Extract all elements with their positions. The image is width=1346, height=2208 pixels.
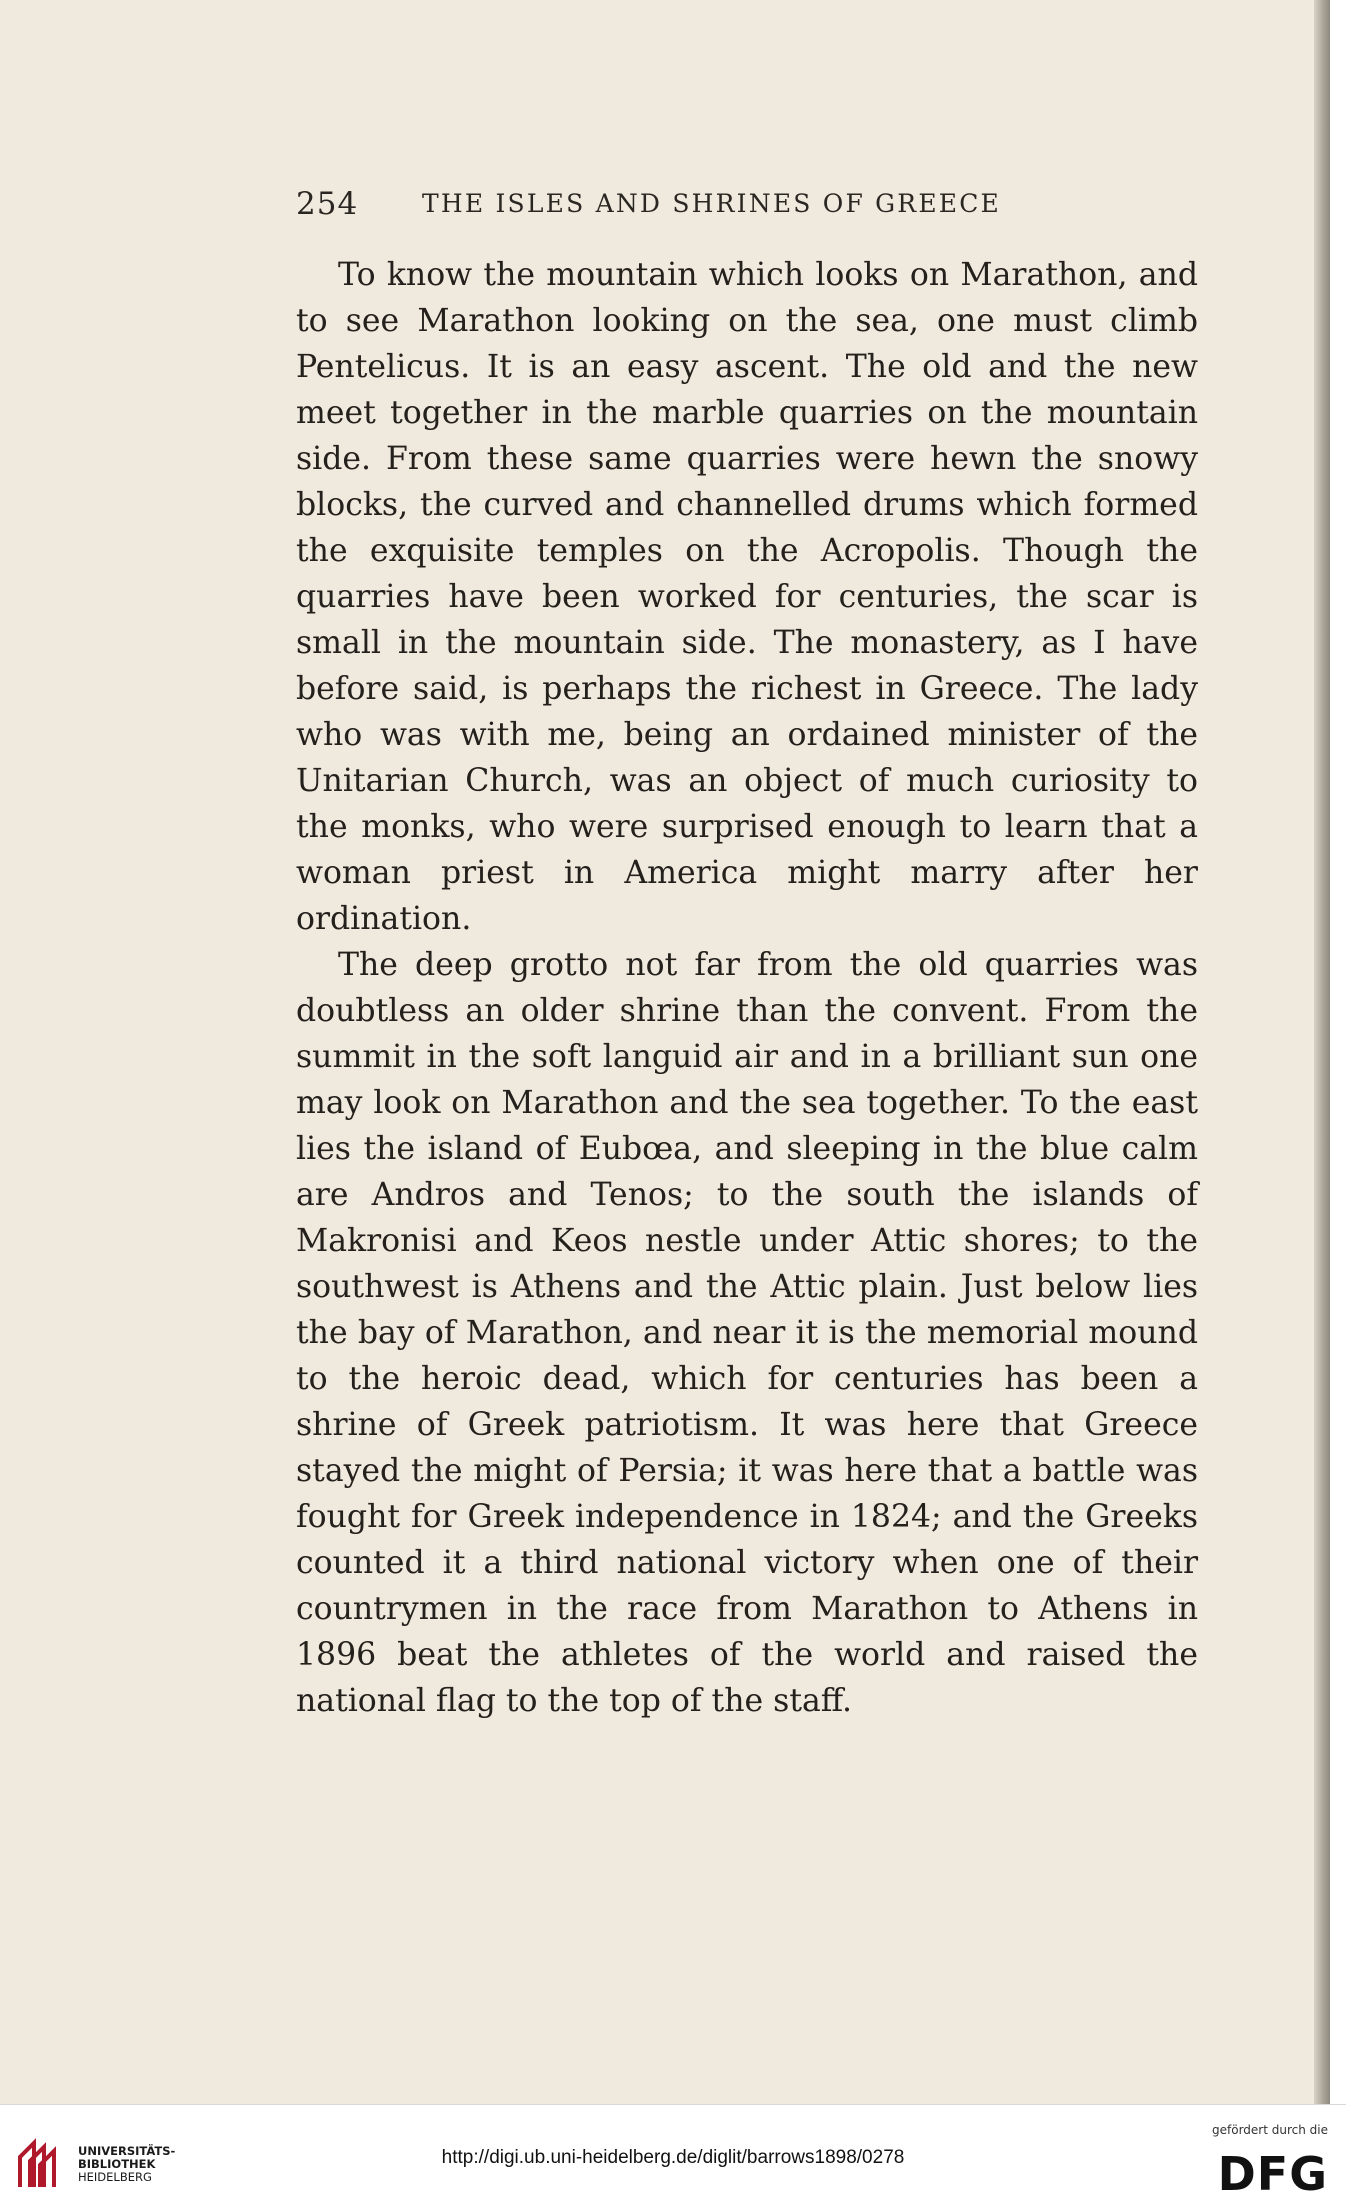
body-text [296,252,1198,1724]
running-head [296,186,1076,226]
paragraph-grotto: The deep grotto not far from the old quarries was doubtless an older shrine than the convent. From the summit in the soft languid air and in a brilliant sun one may look on Marathon and the sea together. To the east lies the island of Eubœa, and sleeping in the blue calm are Andros and Tenos; to the south the islands of Makronisi and Keos nestle under Attic shores; to the southwest is Athens and the Attic plain. Just below lies the bay of Marathon, and near it is the memorial mound to the heroic dead, which for centuries has been a shrine of Greek patriotism. It was here that Greece stayed the might of Persia; it was here that a battle was fought for Greek independence in 1824; and the Greeks counted it a third national victory when one of their countrymen in the race from Marathon to Athens in 1896 beat the athletes of the world and raised the national flag to the top of the staff. [296,947,1198,1719]
funding-note: gefördert durch die [1212,2123,1328,2137]
page-edge-shadow [1314,0,1330,2104]
source-url-link[interactable]: http://digi.ub.uni-heidelberg.de/diglit/barrows1898/0278 [441,2147,905,2168]
library-name-line1: UNIVERSITÄTS- [78,2144,176,2158]
running-title: THE ISLES AND SHRINES OF GREECE [422,189,1002,218]
library-name-line3: HEIDELBERG [78,2170,152,2184]
paragraph-pentelicus: To know the mountain which looks on Marathon, and to see Marathon looking on the sea, one must climb Pentelicus. It is an easy ascent. The old and the new meet together in the marble quarries on the mountain side. From these same quarries were hewn the snowy blocks, the curved and channelled drums which formed the exquisite temples on the Acropolis. Though the quarries have been worked for centuries, the scar is small in the mountain side. The monastery, as I have before said, is perhaps the richest in Greece. The lady who was with me, being an ordained minister of the Unitarian Church, was an object of much curiosity to the monks, who were surprised enough to learn that a woman priest in America might marry after her ordination. [296,257,1198,937]
library-name-line2: BIBLIOTHEK [78,2157,156,2171]
page-number: 254 [296,186,359,222]
dfg-logo: DFG [1217,2147,1328,2201]
digitization-footer [0,2104,1346,2208]
